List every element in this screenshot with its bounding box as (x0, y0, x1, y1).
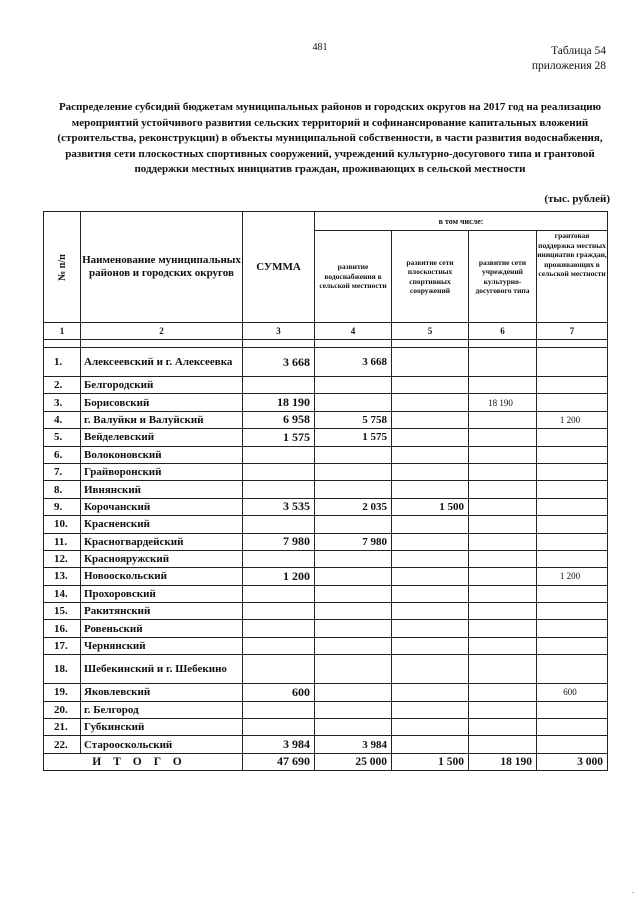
water-cell (315, 394, 392, 411)
culture-cell (469, 498, 537, 515)
water-cell (315, 568, 392, 585)
sum-cell: 18 190 (243, 394, 315, 411)
subsidy-table (43, 211, 608, 771)
water-cell (315, 585, 392, 602)
row-number: 2. (44, 377, 81, 394)
sum-cell: 3 668 (243, 348, 315, 377)
grant-cell (537, 463, 608, 480)
column-number: 4 (315, 323, 392, 340)
sum-cell (243, 719, 315, 736)
culture-cell (469, 701, 537, 718)
district-name: Яковлевский (81, 684, 243, 701)
sport-cell (392, 533, 469, 550)
grant-cell: 600 (537, 684, 608, 701)
district-name: Волоконовский (81, 446, 243, 463)
grant-cell (537, 719, 608, 736)
grant-cell (537, 701, 608, 718)
water-cell (315, 719, 392, 736)
sport-cell (392, 585, 469, 602)
table-row (44, 446, 608, 463)
header-group: в том числе: (315, 212, 608, 231)
row-number: 3. (44, 394, 81, 411)
sum-cell (243, 446, 315, 463)
sum-cell (243, 481, 315, 498)
table-row (44, 394, 608, 411)
grant-cell (537, 637, 608, 654)
district-name: Ровеньский (81, 620, 243, 637)
culture-cell (469, 348, 537, 377)
district-name: Корочанский (81, 498, 243, 515)
sum-cell: 3 535 (243, 498, 315, 515)
water-cell: 3 984 (315, 736, 392, 753)
grant-cell: 1 200 (537, 568, 608, 585)
sport-cell (392, 655, 469, 684)
sum-cell (243, 377, 315, 394)
water-cell: 7 980 (315, 533, 392, 550)
grant-cell: 1 200 (537, 411, 608, 428)
sport-cell (392, 463, 469, 480)
district-name: Губкинский (81, 719, 243, 736)
table-row (44, 348, 608, 377)
water-cell (315, 655, 392, 684)
row-number: 8. (44, 481, 81, 498)
culture-cell (469, 429, 537, 446)
sport-cell (392, 394, 469, 411)
units-label: (тыс. рублей) (544, 193, 610, 205)
district-name: Грайворонский (81, 463, 243, 480)
culture-cell (469, 568, 537, 585)
district-name: Белгородский (81, 377, 243, 394)
water-cell: 5 758 (315, 411, 392, 428)
district-name: Шебекинский и г. Шебекино (81, 655, 243, 684)
district-name: Новооскольский (81, 568, 243, 585)
page-number: 481 (312, 42, 328, 53)
row-number: 5. (44, 429, 81, 446)
culture-cell (469, 533, 537, 550)
header-sport: развитие сети плоскостных спортивных сооружений (392, 231, 469, 323)
table-row (44, 719, 608, 736)
table-row (44, 550, 608, 567)
sport-cell (392, 429, 469, 446)
table-row (44, 585, 608, 602)
sport-cell (392, 568, 469, 585)
district-name: Вейделевский (81, 429, 243, 446)
sum-cell (243, 463, 315, 480)
total-water: 25 000 (315, 753, 392, 770)
grant-cell (537, 394, 608, 411)
table-row (44, 429, 608, 446)
water-cell (315, 516, 392, 533)
culture-cell (469, 603, 537, 620)
table-row (44, 637, 608, 654)
culture-cell (469, 684, 537, 701)
sport-cell (392, 620, 469, 637)
water-cell (315, 701, 392, 718)
sum-cell: 1 575 (243, 429, 315, 446)
row-number: 4. (44, 411, 81, 428)
water-cell (315, 446, 392, 463)
total-grant: 3 000 (537, 753, 608, 770)
district-name: г. Белгород (81, 701, 243, 718)
row-number: 13. (44, 568, 81, 585)
grant-cell (537, 620, 608, 637)
culture-cell (469, 446, 537, 463)
sport-cell (392, 719, 469, 736)
grant-cell (537, 429, 608, 446)
sport-cell (392, 446, 469, 463)
water-cell (315, 684, 392, 701)
water-cell (315, 377, 392, 394)
sum-cell (243, 620, 315, 637)
sum-cell (243, 655, 315, 684)
document-title: Распределение субсидий бюджетам муниципальных районов и городских округов на 2017 год на реализацию мероприятий устойчивого развития сельских территорий и софинансирование капитальных вложений (строительства, реконструкции) в объекты муниципальной собственности, в части развития водоснабжения, развития сети плоскостных спортивных сооружений, учреждений культурно-досугового типа и грантовой поддержки местных инициатив граждан, проживающих в сельской местности (57, 101, 603, 175)
sum-cell: 600 (243, 684, 315, 701)
sport-cell (392, 701, 469, 718)
sum-cell: 7 980 (243, 533, 315, 550)
sport-cell (392, 550, 469, 567)
sum-cell (243, 603, 315, 620)
sport-cell (392, 603, 469, 620)
sport-cell: 1 500 (392, 498, 469, 515)
district-name: Ракитянский (81, 603, 243, 620)
culture-cell (469, 637, 537, 654)
row-number: 9. (44, 498, 81, 515)
culture-cell (469, 620, 537, 637)
header-name: Наименование муниципальных районов и городских округов (81, 212, 243, 323)
row-number: 21. (44, 719, 81, 736)
district-name: Чернянский (81, 637, 243, 654)
grant-cell (537, 377, 608, 394)
column-numbers-row (44, 323, 608, 340)
table-row (44, 620, 608, 637)
grant-cell (537, 603, 608, 620)
table-row (44, 736, 608, 753)
district-name: Краснояружский (81, 550, 243, 567)
sum-cell: 3 984 (243, 736, 315, 753)
water-cell (315, 463, 392, 480)
row-number: 10. (44, 516, 81, 533)
table-row (44, 498, 608, 515)
table-row (44, 655, 608, 684)
header-sum: СУММА (243, 212, 315, 323)
culture-cell: 18 190 (469, 394, 537, 411)
row-number: 18. (44, 655, 81, 684)
culture-cell (469, 481, 537, 498)
column-number: 2 (81, 323, 243, 340)
sum-cell (243, 550, 315, 567)
table-row (44, 411, 608, 428)
grant-cell (537, 446, 608, 463)
row-number: 17. (44, 637, 81, 654)
grant-cell (537, 655, 608, 684)
grant-cell (537, 736, 608, 753)
table-ref-line1: Таблица 54 (551, 45, 606, 57)
water-cell (315, 637, 392, 654)
column-number: 1 (44, 323, 81, 340)
sport-cell (392, 736, 469, 753)
sport-cell (392, 637, 469, 654)
water-cell (315, 620, 392, 637)
column-number: 3 (243, 323, 315, 340)
culture-cell (469, 719, 537, 736)
table-row (44, 684, 608, 701)
culture-cell (469, 550, 537, 567)
header-num: № п/п (44, 212, 81, 323)
culture-cell (469, 411, 537, 428)
sport-cell (392, 481, 469, 498)
sport-cell (392, 377, 469, 394)
sport-cell (392, 516, 469, 533)
table-row (44, 463, 608, 480)
district-name: Красногвардейский (81, 533, 243, 550)
sport-cell (392, 684, 469, 701)
sum-cell: 6 958 (243, 411, 315, 428)
table-row (44, 701, 608, 718)
total-label: ИТОГО (44, 753, 243, 770)
grant-cell (537, 585, 608, 602)
grant-cell (537, 481, 608, 498)
sport-cell (392, 348, 469, 377)
sport-cell (392, 411, 469, 428)
grant-cell (537, 348, 608, 377)
row-number: 11. (44, 533, 81, 550)
table-row (44, 377, 608, 394)
sum-cell (243, 637, 315, 654)
sum-cell (243, 701, 315, 718)
table-row (44, 533, 608, 550)
page-mark: . (631, 885, 634, 895)
culture-cell (469, 655, 537, 684)
table-row (44, 568, 608, 585)
row-number: 14. (44, 585, 81, 602)
water-cell: 3 668 (315, 348, 392, 377)
row-number: 7. (44, 463, 81, 480)
row-number: 15. (44, 603, 81, 620)
culture-cell (469, 736, 537, 753)
table-row (44, 481, 608, 498)
row-number: 20. (44, 701, 81, 718)
header-water: развитие водоснабжения в сельской местности (315, 231, 392, 323)
column-number: 7 (537, 323, 608, 340)
row-number: 12. (44, 550, 81, 567)
culture-cell (469, 516, 537, 533)
spacer-row (44, 340, 608, 348)
water-cell (315, 481, 392, 498)
grant-cell (537, 516, 608, 533)
district-name: Прохоровский (81, 585, 243, 602)
district-name: Алексеевский и г. Алексеевка (81, 348, 243, 377)
district-name: Ивнянский (81, 481, 243, 498)
sum-cell: 1 200 (243, 568, 315, 585)
water-cell (315, 550, 392, 567)
row-number: 19. (44, 684, 81, 701)
culture-cell (469, 585, 537, 602)
table-reference (532, 44, 606, 74)
row-number: 6. (44, 446, 81, 463)
district-name: г. Валуйки и Валуйский (81, 411, 243, 428)
row-number: 1. (44, 348, 81, 377)
row-number: 22. (44, 736, 81, 753)
total-sum: 47 690 (243, 753, 315, 770)
grant-cell (537, 498, 608, 515)
table-ref-line2: приложения 28 (531, 60, 606, 72)
water-cell: 1 575 (315, 429, 392, 446)
grant-cell (537, 533, 608, 550)
header-grant: грантовая поддержка местных инициатив граждан, проживающих в сельской местности (537, 231, 608, 323)
sum-cell (243, 585, 315, 602)
column-number: 6 (469, 323, 537, 340)
row-number: 16. (44, 620, 81, 637)
total-row (44, 753, 608, 770)
table-row (44, 516, 608, 533)
total-sport: 1 500 (392, 753, 469, 770)
table-row (44, 603, 608, 620)
district-name: Борисовский (81, 394, 243, 411)
header-culture: развитие сети учреждений культурно-досугового типа (469, 231, 537, 323)
sum-cell (243, 516, 315, 533)
total-culture: 18 190 (469, 753, 537, 770)
water-cell: 2 035 (315, 498, 392, 515)
column-number: 5 (392, 323, 469, 340)
district-name: Красненский (81, 516, 243, 533)
culture-cell (469, 377, 537, 394)
grant-cell (537, 550, 608, 567)
district-name: Старооскольский (81, 736, 243, 753)
water-cell (315, 603, 392, 620)
culture-cell (469, 463, 537, 480)
